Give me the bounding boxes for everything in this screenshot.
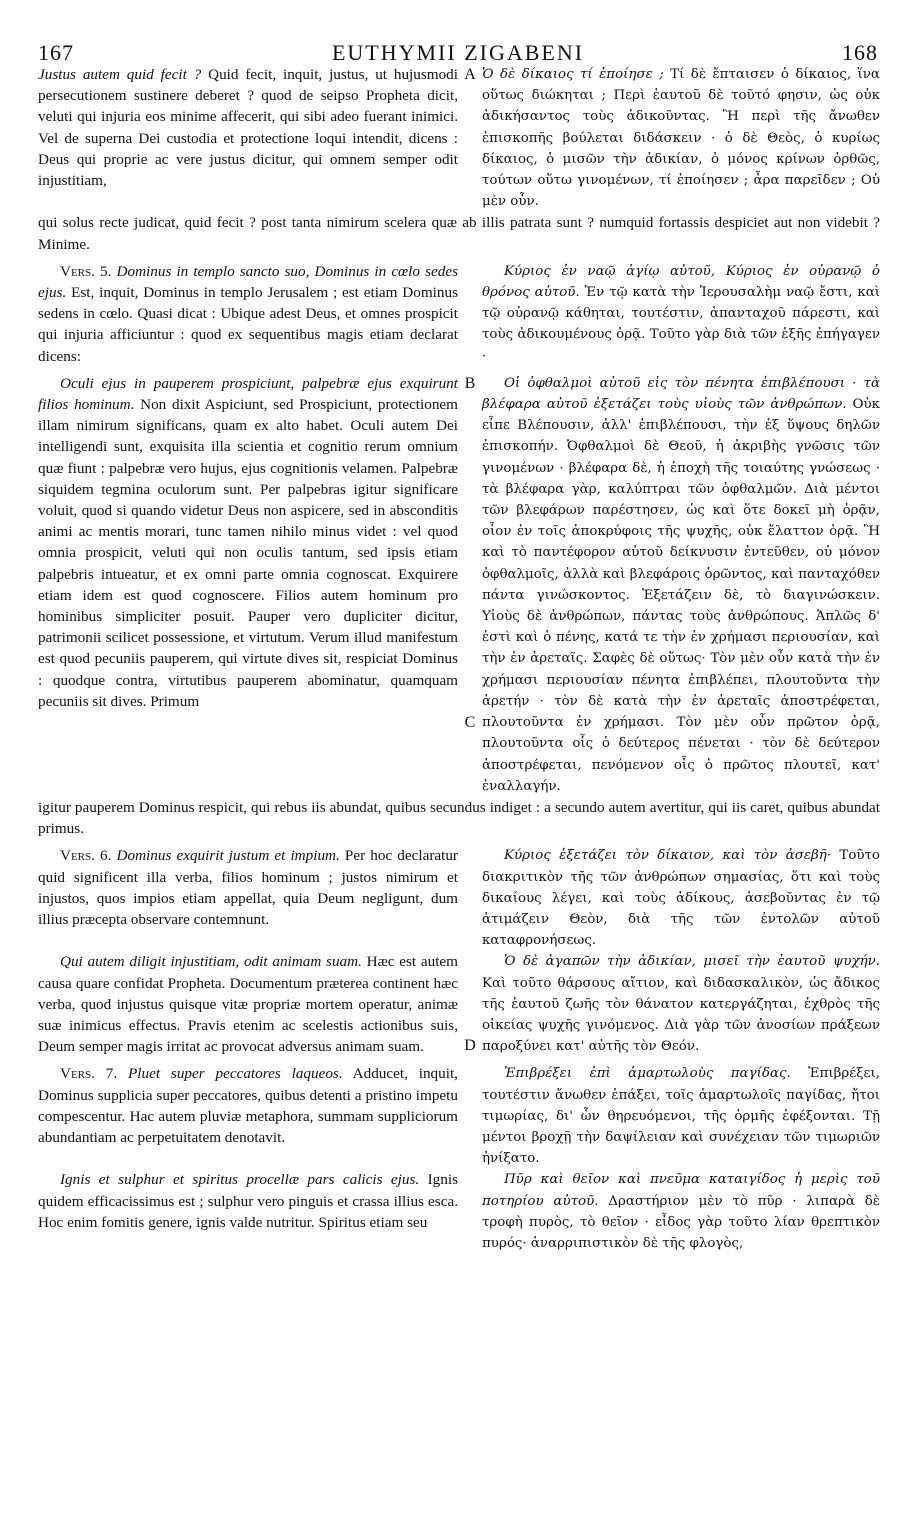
latin-lemma: Ignis et sulphur et spiritus procellæ pars calicis ejus. (60, 1171, 420, 1189)
latin-paragraph (38, 64, 458, 191)
greek-commentary: Δραστήριον μὲν τὸ πῦρ · λιπαρὰ δὲ τροφὴ πυρὸς, τὸ θεῖον · εἶδος γὰρ τοῦτο λίαν θρεπτικὸν πυρός· ἀναρριπιστικὸν δὲ τῆς φλογὸς, (482, 1193, 880, 1251)
greek-commentary: Ἐπιβρέξει, τουτέστιν ἄνωθεν ἐπάξει, τοῖς ἁμαρτωλοῖς παγίδας, ἤτοι τιμωρίας, δι' ὧν θηρευόμενοι, τῆς ὁρμῆς ἐφέξονται. Τῇ μέντοι βροχῇ τὴν δαψίλειαν καὶ συνέχειαν τῶν τιμωριῶν ἠνίξατο. (482, 1066, 880, 1167)
greek-paragraph (482, 64, 880, 212)
parallel-block (38, 1169, 880, 1254)
greek-paragraph (482, 951, 880, 1057)
margin-marker-c-label: C (464, 714, 476, 732)
latin-commentary: Per hoc declaratur quid significent illa verba, filios hominum ; justos nimirum et injustos, quos impios etiam appellat, quia Deum negligunt, dum illius præcepta observare contemnunt. (38, 847, 458, 928)
latin-paragraph (38, 1063, 458, 1148)
latin-commentary: Hæc est autem causa quare confidat Propheta. Documentum præterea continent hæc verba, quod injustus quisque vitæ propriæ mortem operatur, animæ suæ inimicus effectus. Pravis etenim ac scelestis actionibus suis, Deum semper magis irritat ac provocat adversus animam suam. (38, 953, 458, 1056)
greek-paragraph (482, 1169, 880, 1254)
running-title: EUTHYMII ZIGABENI (331, 40, 585, 65)
margin-marker-b (458, 373, 482, 733)
page-number-left: 167 (38, 40, 74, 65)
greek-lemma: Ὁ δὲ ἀγαπῶν τὴν ἀδικίαν, μισεῖ τὴν ἑαυτοῦ ψυχήν. (504, 954, 880, 970)
latin-lemma: Oculi ejus in pauperem prospiciunt, palpebræ ejus exquirunt filios hominum. (38, 374, 458, 414)
greek-lemma: Κύριος ἐξετάζει τὸν δίκαιον, καὶ τὸν ἀσεβῆ· (504, 848, 832, 864)
latin-commentary: Ignis quidem efficacissimus est ; sulphur vero pinguis et crassa illius esca. Hoc enim fomitis genere, ignis valde nutritur. Spiritus etiam seu (38, 1171, 459, 1231)
greek-commentary: Τί δὲ ἔπταισεν ὁ δίκαιος, ἵνα οὕτως διώκηται ; Περὶ ἑαυτοῦ δὲ τοῦτό φησιν, ὡς οὐκ ἀδικήσαντος τοὺς ἀδικοῦντας. Ἢ περὶ τῆς ἄνωθεν ἐπισκοπῆς βούλεται διδάσκειν · ὁ δὲ Θεὸς, ὁ κυρίως δίκαιος, ὁ μισῶν τὴν ἀδικίαν, ὁ μόνος κρίνων ὀρθῶς, τούτων οὕτω γινομένων, τί ἐποίησεν ; ἆρα παρεῖδεν ; Οὐ μὲν οὖν. (482, 67, 880, 210)
latin-commentary: Quid fecit, inquit, justus, ut hujusmodi persecutionem sustinere deberet ? quod de seipso Propheta dicit, veluti qui injuria eos minime affecerit, qui sibi adeo fuerant inimici. Vel de superna Dei custodia et protectione loqui intendit, dicens : Deus qui proprie ac vere justus dicitur, qui omnem semper odit injustitiam, (38, 66, 458, 190)
latin-continuation: qui solus recte judicat, quid fecit ? post tanta nimirum scelera quæ ab illis patrata sunt ? numquid fortassis despiciet aut non videbit ? Minime. (38, 214, 880, 253)
parallel-block (38, 951, 880, 1057)
greek-paragraph (482, 1063, 880, 1169)
latin-commentary: Non dixit Aspiciunt, sed Prospiciunt, protectionem illam nimirum significans, quam ex alto habet. Oculi autem Dei intelligendi sunt, exquisita illa scientia et cognitio rerum omnium quæ fiunt : palpebræ vero hujus, ejus cognitionis velamen. Palpebræ siquidem tegmina oculorum sunt. Per palpebras igitur significare voluit, quod si quando videtur Deus non aspicere, sed in absconditis animi ac mentis morari, tunc tamen nihilo minus videt : vel quod omnia prospicit, veluti qui non oculis tantum, sed ipsis etiam palpebris intueatur, et ex omni parte omnia cognoscat. Exquirere etiam idem est quod cognoscere. Filios autem hominum pro hominibus simpliciter posuit. Pauper vero dupliciter dicitur, patrimonii scilicet possessione, et virtutum. Verum illud manifestum est quod pecuniis pauperem, qui virtute dives sit, respiciat Dominus : quodque contra, virtutibus pauperem abominatur, quamquam pecuniis sit dives. Primum (38, 396, 458, 710)
margin-marker-b-label: B (464, 374, 476, 392)
greek-paragraph (482, 373, 880, 797)
margin-marker-d (458, 951, 482, 1056)
latin-paragraph (38, 951, 458, 1057)
greek-commentary: Ἐν τῷ κατὰ τὴν Ἱερουσαλὴμ ναῷ ἔστι, καὶ τῷ οὐρανῷ κάθηται, τουτέστιν, ἁπανταχοῦ πάρεστι, καὶ τοὺς ἀδικουμένους ὁρᾷ. Τοῦτο γὰρ διὰ τῶν ἑξῆς ἐπήγαγεν · (482, 285, 880, 364)
parallel-block (38, 373, 880, 797)
greek-paragraph (482, 845, 880, 951)
greek-paragraph (482, 261, 880, 367)
parallel-block (38, 845, 880, 951)
greek-lemma: Πῦρ καὶ θεῖον καὶ πνεῦμα καταιγίδος ἡ μερὶς τοῦ ποτηρίου αὐτοῦ. (482, 1172, 880, 1209)
latin-commentary: Est, inquit, Dominus in templo Jerusalem ; est etiam Dominus sedens in cœlo. Quasi dicat : Ubique adest Deus, et omnes prospicit qui injuria afficiuntur : quod ex sequentibus magis etiam declarat dicens: (38, 284, 458, 365)
latin-paragraph (38, 373, 458, 712)
greek-commentary: Οὐκ εἶπε Βλέπουσιν, ἀλλ' ἐπιβλέπουσι, τὴν ἐξ ὕψους δηλῶν ἐπισκοπήν. Ὀφθαλμοὶ δὲ Θεοῦ, ἡ ἀκριβὴς γνῶσις τῶν γινομένων · βλέφαρα δὲ, ἡ ἐποχὴ τῆς τοιαύτης γνώσεως · τὰ βλέφαρα γὰρ, καλύπτραι τῶν ὀφθαλμῶν. Διὰ μέντοι τῶν βλεφάρων παρέστησεν, ὡς καὶ ὅτε δοκεῖ μὴ ὁρᾷν, οἷον ἐν τοῖς ἀποκρύφοις τῆς ψυχῆς, οὐκ ἔλαττον ὁρᾷ. Ἢ καὶ τὸ παντέφορον αὐτοῦ δείκνυσιν ἐντεῦθεν, οὐ μόνον ὀφθαλμοῖς, ἀλλὰ καὶ βλεφάροις ὁρῶντος, καὶ πανταχόθεν πάντα γινώσκοντος. Ἐξετάζειν δὲ, τὸ διαγινώσκειν. Υἱοὺς δὲ ἀνθρώπων, πάντας τοὺς ἀνθρώπους. Ἁπλῶς δ' ἐστὶ καὶ ὁ πένης, κατά τε τὴν ἐν χρήμασι περιουσίαν, καὶ τὴν ἐν ἀρεταῖς. Σαφὲς δὲ οὕτως· Τὸν μὲν οὖν κατὰ τὴν ἐν χρήμασι περιουσίαν πένητα ἐπιβλέπει, πλουτοῦντα τὴν ἀρετήν · τὸν δὲ κατὰ τὴν ἐν ἀρεταῖς ἀποστρέφεται, πλουτοῦντα ἐν χρήμασι. Τὸν μὲν οὖν πρῶτον ὁρᾷ, πλουτοῦντα οἷς ὁ δεύτερος πένεται · τὸν δὲ δεύτερον ἀποστρέφεται, πενόμενον οἷς ὁ πρῶτος πλουτεῖ, κατ' ἐναλλαγήν. (482, 397, 880, 794)
verse-number: Vers. 5. (60, 262, 112, 280)
verse-number: Vers. 6. (60, 847, 112, 865)
parallel-block (38, 64, 880, 212)
greek-commentary: Καὶ τοῦτο θάρσους αἴτιον, καὶ διδασκαλικὸν, ὡς ἄδικος τῆς ἑαυτοῦ ζωῆς τὸν θάνατον κατεργάζηται, ἐχθρὸς τῆς οἰκείας ψυχῆς γινόμενος. Διὰ γὰρ τῶν ἀνοσίων πράξεων παροξύνει κατ' αὐτῆς τὸν Θεόν. (482, 975, 880, 1055)
latin-lemma: Dominus exquirit justum et impium. (111, 847, 340, 865)
two-column-text (38, 64, 880, 1254)
latin-paragraph (38, 261, 458, 367)
margin-marker-d-label: D (464, 1037, 476, 1055)
latin-lemma: Dominus in templo sancto suo, Dominus in cœlo sedes ejus. (38, 262, 458, 302)
greek-lemma: Ἐπιβρέξει ἐπὶ ἁμαρτωλοὺς παγίδας. (504, 1066, 791, 1082)
latin-continuation: igitur pauperem Dominus respicit, qui rebus iis abundat, quibus secundus indiget : a secundo autem avertitur, qui iis caret, quibus abundat primus. (38, 798, 880, 838)
margin-marker-a: A (464, 66, 476, 83)
parallel-block (38, 261, 880, 367)
latin-paragraph (38, 845, 458, 930)
greek-lemma: Ὁ δὲ δίκαιος τί ἐποίησε ; (482, 67, 664, 82)
greek-lemma: Οἱ ὀφθαλμοὶ αὐτοῦ εἰς τὸν πένητα ἐπιβλέπουσι · τὰ βλέφαρα αὐτοῦ ἐξετάζει τοὺς υἱοὺς τῶν ἀνθρώπων. (482, 375, 880, 413)
parallel-block (38, 1063, 880, 1169)
latin-lemma: Pluet super peccatores laqueos. (117, 1065, 343, 1083)
verse-number: Vers. 7. (60, 1065, 118, 1083)
greek-commentary: Τοῦτο διακριτικὸν τῆς τῶν ἀνθρώπων σημασίας, ὅτι καὶ τοὺς δικαίους λέγει, καὶ τοὺς ἀδίκους, ἀσεβοῦντας ἐν τῷ ἀτιμάζειν Θεὸν, διὰ τῆς τῶν ἐντολῶν αὐτοῦ καταφρονήσεως. (482, 848, 880, 949)
latin-lemma: Qui autem diligit injustitiam, odit animam suam. (60, 953, 362, 971)
latin-paragraph (38, 1169, 458, 1233)
greek-lemma: Κύριος ἐν ναῷ ἁγίῳ αὐτοῦ, Κύριος ἐν οὐρανῷ ὁ θρόνος αὐτοῦ. (482, 263, 880, 301)
latin-commentary: Adducet, inquit, Dominus supplicia super peccatores, quibus detenti a pristino impetu compescentur. Hac autem pluviæ metaphora, summam suppliciorum abundantiam ac perpetuitatem denotavit. (38, 1065, 458, 1146)
page-number-right: 168 (842, 40, 878, 65)
latin-lemma: Justus autem quid fecit ? (38, 66, 202, 83)
